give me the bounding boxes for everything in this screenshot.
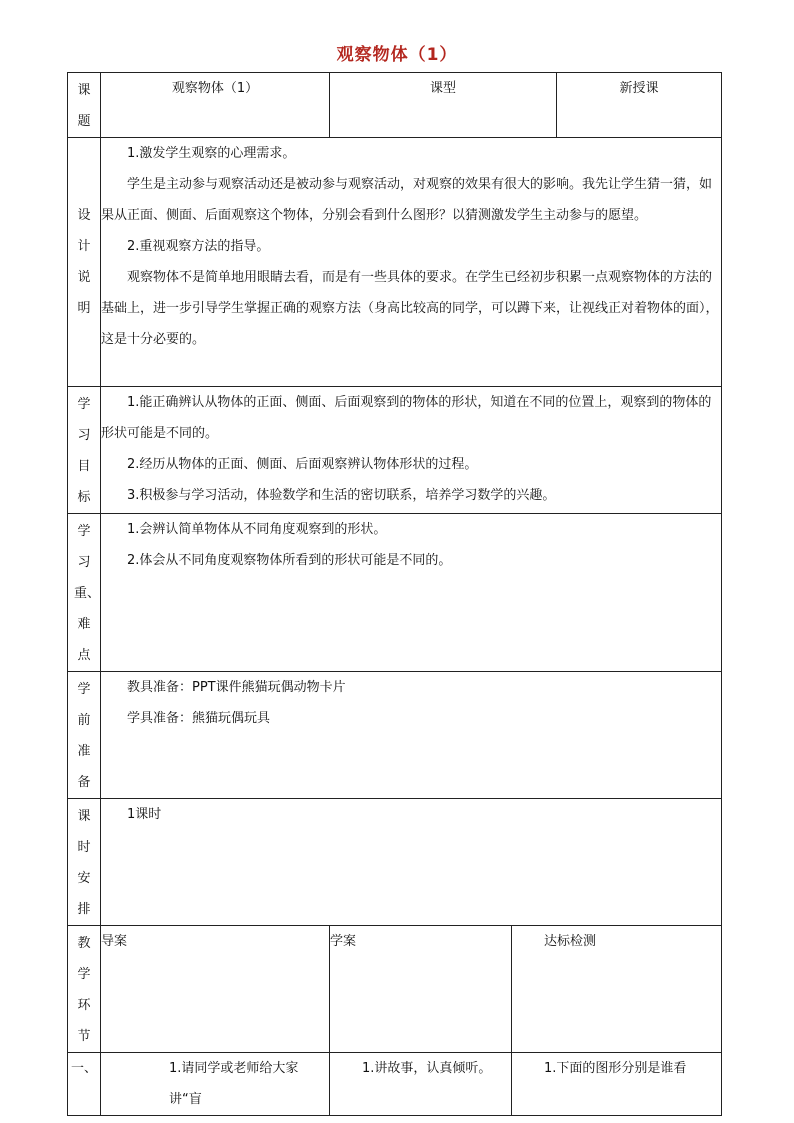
step-one-label: 一、 — [70, 1061, 97, 1076]
goal-item: 1.能正确辨认从物体的正面、侧面、后面观察到的物体的形状，知道在不同的位置上，观察到的物体的形状可能是不同的。 — [101, 395, 712, 441]
schedule-content — [101, 799, 722, 926]
goal-item: 3.积极参与学习活动，体验数学和生活的密切联系，培养学习数学的兴趣。 — [127, 488, 556, 503]
goals-row — [68, 387, 722, 514]
key-points-label-cell — [68, 514, 101, 672]
prep-item: 教具准备：PPT课件熊猫玩偶动物卡片 — [127, 680, 346, 695]
prep-row — [68, 672, 722, 799]
design-label: 设计说明 — [77, 208, 91, 316]
prep-content — [101, 672, 722, 799]
design-row — [68, 138, 722, 387]
lesson-type-label: 课型 — [330, 73, 557, 138]
step-one-row — [68, 1053, 722, 1116]
design-content — [101, 138, 722, 387]
design-paragraph: 观察物体不是简单地用眼睛去看，而是有一些具体的要求。在学生已经初步积累一点观察物体的方法的基础上，进一步引导学生掌握正确的观察方法（身高比较高的同学，可以蹲下来，让视线正对着物体的面），这是十分必要的。 — [101, 270, 719, 347]
schedule-row — [68, 799, 722, 926]
topic-label: 课题 — [77, 83, 91, 129]
check-column-header: 达标检测 — [512, 926, 722, 1053]
steps-label-cell — [68, 926, 101, 1053]
page-title: 观察物体（1） — [336, 45, 458, 65]
key-point-item: 2.体会从不同角度观察物体所看到的形状可能是不同的。 — [127, 553, 452, 568]
schedule-label-cell — [68, 799, 101, 926]
steps-row — [68, 926, 722, 1053]
study-column-header: 学案 — [330, 926, 512, 1053]
design-paragraph: 1.激发学生观察的心理需求。 — [127, 146, 296, 161]
key-points-content — [101, 514, 722, 672]
step-one-guide: 1.请同学或老师给大家讲“盲 — [101, 1053, 330, 1116]
lesson-plan-table — [67, 72, 722, 1116]
step-one-check: 1.下面的图形分别是谁看 — [512, 1053, 722, 1116]
key-points-row — [68, 514, 722, 672]
design-paragraph: 学生是主动参与观察活动还是被动参与观察活动，对观察的效果有很大的影响。我先让学生猜一猜，如果从正面、侧面、后面观察这个物体，分别会看到什么图形？以猜测激发学生主动参与的愿望。 — [101, 177, 713, 223]
schedule-value: 1课时 — [127, 807, 162, 822]
step-one-study: 1.讲故事，认真倾听。 — [330, 1053, 512, 1116]
prep-label: 学前准备 — [77, 682, 91, 790]
goals-label: 学习目标 — [77, 397, 91, 505]
prep-label-cell — [68, 672, 101, 799]
topic-value: 观察物体（1） — [101, 73, 330, 138]
goals-label-cell — [68, 387, 101, 514]
design-label-cell — [68, 138, 101, 387]
key-points-label: 学习重、难点 — [74, 524, 101, 663]
goal-item: 2.经历从物体的正面、侧面、后面观察辨认物体形状的过程。 — [127, 457, 478, 472]
header-row — [68, 73, 722, 138]
topic-label-cell — [68, 73, 101, 138]
steps-label: 教学环节 — [77, 936, 91, 1044]
guide-column-header: 导案 — [101, 926, 330, 1053]
schedule-label: 课时安排 — [77, 809, 91, 917]
key-point-item: 1.会辨认简单物体从不同角度观察到的形状。 — [127, 522, 387, 537]
step-one-label-cell — [68, 1053, 101, 1116]
prep-item: 学具准备：熊猫玩偶玩具 — [127, 711, 271, 726]
goals-content — [101, 387, 722, 514]
design-paragraph: 2.重视观察方法的指导。 — [127, 239, 270, 254]
lesson-type-value: 新授课 — [557, 73, 722, 138]
